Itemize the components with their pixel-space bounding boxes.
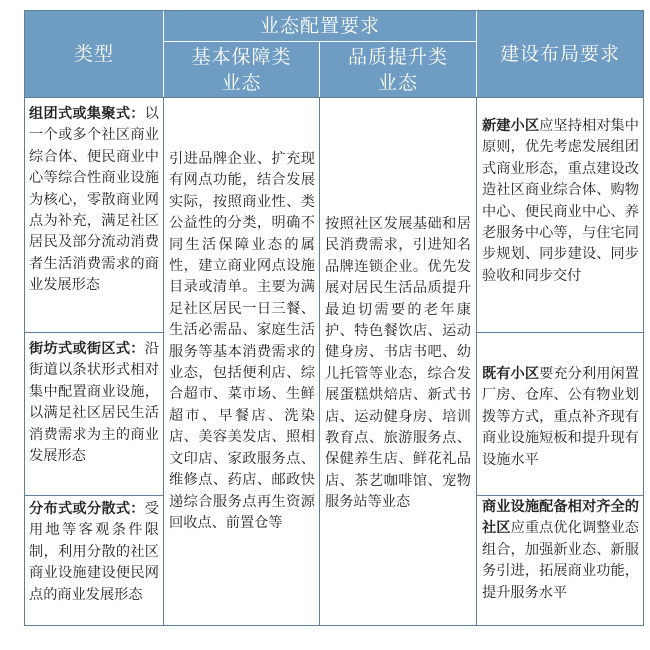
layout-bold: 既有小区: [482, 366, 540, 382]
basic-business-cell: [165, 149, 319, 619]
layout-bold: 商业设施配备相对齐全的社区: [482, 499, 639, 537]
type-desc: 沿街道以条状形式相对集中配置商业设施，以满足社区居民生活消费需求为主的商业发展形态: [29, 341, 159, 465]
header-basic: [164, 42, 319, 97]
grid-line: [25, 495, 163, 496]
basic-business-text: 引进品牌企业、扩充现有网点功能，结合发展实际，按照商业性、类公益性的分类，明确不同生活保障业态的属性，建立商业网点设施目录或清单。主要为满足社区居民一日三餐、生活必需品、家庭生活服务等基本消费需求的业态，包括便利店、综合超市、菜市场、生鲜超市、早餐店、洗染店、美容美发店、照相文印店、家政服务点、维修点、药店、邮政快递综合服务点再生资源回收点、前置仓等: [169, 151, 315, 531]
grid-line: [25, 332, 163, 333]
header-divider: [476, 11, 477, 97]
header-basic-line2: 业态: [221, 71, 262, 94]
type-title: 街坊式或街区式：: [29, 341, 145, 357]
type-desc: 以一个或多个社区商业综合体、便民商业中心等综合性商业设施为核心，零散商业网点为补充，满足社区居民及部分流动消费者生活消费需求的商业发展形态: [29, 106, 159, 294]
grid-line: [25, 97, 643, 98]
header-layout-label: 建设布局要求: [499, 43, 620, 65]
type-title: 组团式或集聚式：: [29, 106, 145, 122]
grid-line: [477, 495, 643, 496]
header-quality-line1: 品质提升类: [347, 45, 448, 68]
grid-line: [477, 332, 643, 333]
type-title: 分布式或分散式：: [29, 501, 145, 517]
header-divider: [319, 42, 320, 97]
type-cell-cluster: [25, 104, 163, 324]
quality-business-text: 按照社区发展基础和居民消费需求，引进知名品牌连锁企业。优先发展对居民生活品质提升最迫切需要的老年康护、特色餐饮店、运动健身房、书店书吧、幼儿托管等业态，综合发展蛋糕烘焙店、新式书店、运动健身房、培训教育点、旅游服务点、保健养生店、鲜花礼品店、茶艺咖啡馆、宠物服务站等业态: [325, 216, 471, 511]
header-config-group: [164, 11, 476, 41]
header-config-group-label: 业态配置要求: [259, 15, 380, 37]
type-cell-street: [25, 339, 163, 491]
layout-text: 应重点优化调整业态组合，加强新业态、新服务引进，拓展商业功能，提升服务水平: [482, 520, 639, 601]
layout-bold: 新建小区: [482, 118, 540, 134]
layout-cell-existing: [478, 364, 643, 484]
layout-cell-new: [478, 116, 643, 326]
grid-line: [319, 97, 320, 625]
header-divider: [164, 41, 476, 42]
header-divider: [163, 11, 164, 97]
layout-cell-complete: [478, 497, 643, 625]
layout-text: 要充分利用闲置厂房、仓库、公有物业划拨等方式，重点补齐现有商业设施短板和提升现有设施水平: [482, 366, 639, 468]
grid-line: [163, 97, 164, 625]
header-basic-line1: 基本保障类: [191, 45, 292, 68]
header-quality: [320, 42, 476, 97]
type-desc: 受用地等客观条件限制，利用分散的社区商业设施建设便民网点的商业发展形态: [29, 501, 159, 603]
grid-line: [476, 97, 477, 625]
layout-requirements-table: [24, 10, 644, 626]
quality-business-cell: [321, 214, 475, 544]
type-cell-distributed: [25, 499, 163, 625]
header-type: [25, 11, 163, 97]
header-quality-line2: 业态: [377, 71, 418, 94]
layout-text: 应坚持相对集中原则，优先考虑发展组团式商业形态，重点建设改造社区商业综合体、购物中心、便民商业中心、养老服务中心等，与住宅同步规划、同步建设、同步验收和同步交付: [482, 118, 639, 284]
header-layout: [477, 11, 643, 97]
header-type-label: 类型: [73, 43, 114, 65]
